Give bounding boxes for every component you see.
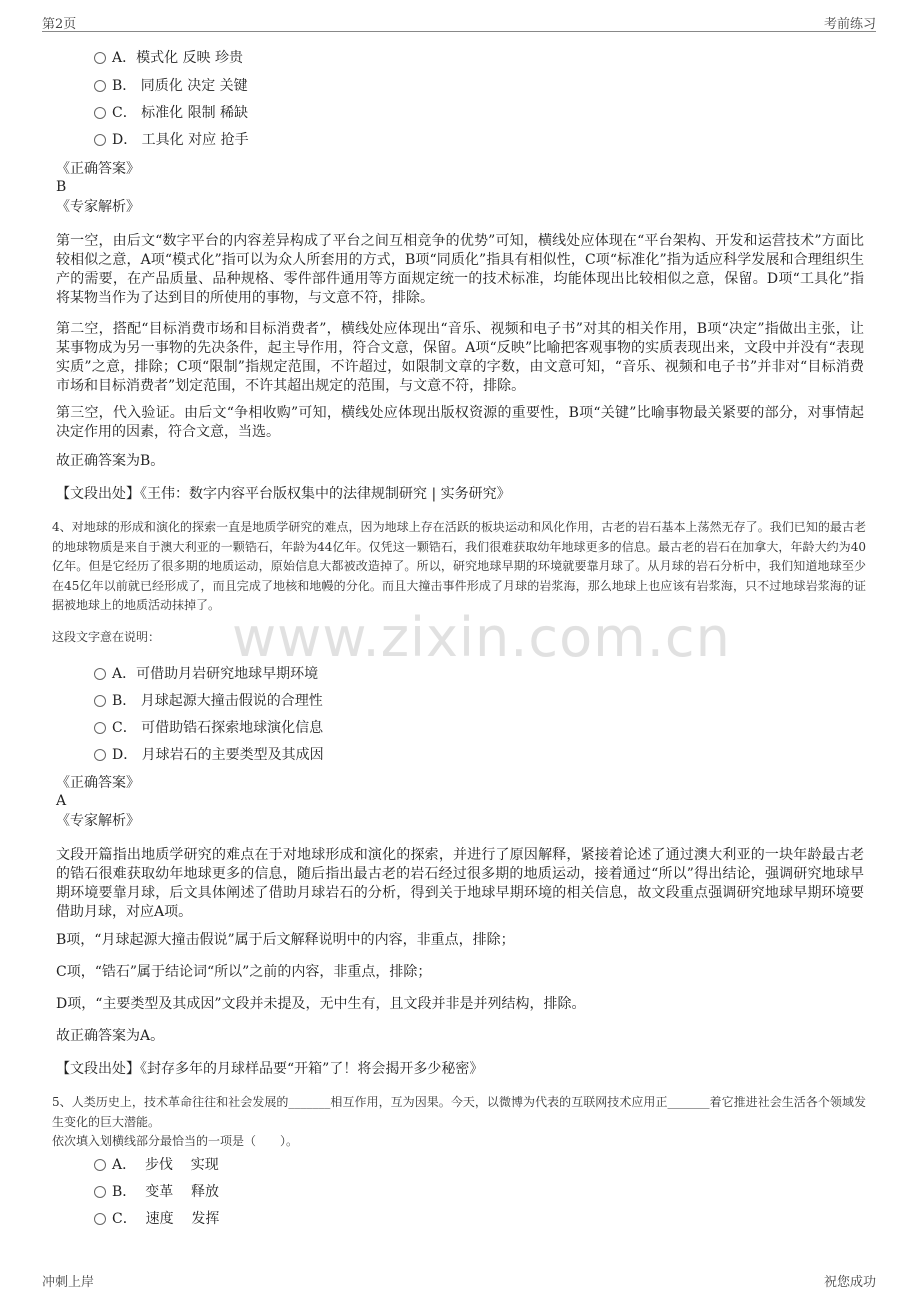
q3-option-a[interactable] <box>94 47 243 69</box>
q3-analysis-para-3: 第三空，代入验证。由后文“争相收购”可知，横线处应体现出版权资源的重要性，B项“关键”比喻事物最关紧要的部分，对事情起决定作用的因素，符合文意，当选。 <box>56 405 864 440</box>
option-label: C． 标准化 限制 稀缺 <box>112 105 249 121</box>
radio-icon[interactable] <box>94 749 106 761</box>
radio-icon[interactable] <box>94 134 106 146</box>
q4-stem: 4、对地球的形成和演化的探索一直是地质学研究的难点，因为地球上存在活跃的板块运动和风化作用，古老的岩石基本上荡然无存了。我们已知的最古老的地球物质是来自于澳大利亚的一颗锆石，年龄为44亿年。仅凭这一颗锆石，我们很难获取幼年地球更多的信息。最古老的岩石在加拿大，年龄大约为40亿年。但是它经历了很多期的地质运动，原始信息大都被改造掉了。所以，研究地球早期的环境就要靠月球了。从月球的岩石分析中，我们知道地球至少在45亿年以前就已经形成了，而且完成了地核和地幔的分化。而且大撞击事件形成了月球的岩浆海，那么地球上也应该有岩浆海，只不过地球岩浆海的证据被地球上的地质活动抹掉了。 <box>52 520 866 612</box>
radio-icon[interactable] <box>94 668 106 680</box>
q4-analysis-label: 《专家解析》 <box>56 813 140 829</box>
option-label: C． 速度 发挥 <box>112 1211 220 1227</box>
q3-analysis-para-1: 第一空，由后文“数字平台的内容差异构成了平台之间互相竞争的优势”可知，横线处应体现在“平台架构、开发和运营技术”方面比较相似之意，A项“模式化”指可以为众人所套用的方式，B项“同质化”指具有相似性，C项“标准化”指为适应科学发展和合理组织生产的需要，在产品质量、品种规格、零件部件通用等方面规定统一的技术标准，均能体现出比较相似之意，保留。D项“工具化”指将某物当作为了达到目的所使用的事物，与文意不符，排除。 <box>56 233 864 306</box>
watermark: www.zixin.com.cn <box>232 606 731 669</box>
q4-analysis-para-4: D项，“主要类型及其成因”文段并未提及，无中生有，且文段并非是并列结构，排除。 <box>56 996 586 1012</box>
q3-option-d[interactable] <box>94 129 249 151</box>
footer-left: 冲刺上岸 <box>42 1275 95 1290</box>
q5-stem: 5、人类历史上，技术革命往往和社会发展的_______相互作用，互为因果。今天，以微博为代表的互联网技术应用正_______着它推进社会生活各个领域发生变化的巨大潜能。 <box>52 1095 866 1129</box>
q4-prompt: 这段文字意在说明： <box>52 630 161 644</box>
q4-source: 【文段出处】《封存多年的月球样品要“开箱”了！将会揭开多少秘密》 <box>56 1061 484 1077</box>
radio-icon[interactable] <box>94 722 106 734</box>
radio-icon[interactable] <box>94 1159 106 1171</box>
q5-option-a[interactable] <box>94 1154 219 1176</box>
q4-answer: A <box>56 793 67 809</box>
page-number: 第2页 <box>42 17 77 32</box>
q3-answer: B <box>56 179 67 195</box>
radio-icon[interactable] <box>94 695 106 707</box>
q5-option-b[interactable] <box>94 1181 219 1203</box>
q4-option-c[interactable] <box>94 717 323 739</box>
option-label: C． 可借助锆石探索地球演化信息 <box>112 720 324 736</box>
option-label: B． 变革 释放 <box>112 1184 219 1200</box>
option-label: A． 步伐 实现 <box>112 1157 219 1173</box>
radio-icon[interactable] <box>94 80 106 92</box>
q3-analysis-label: 《专家解析》 <box>56 199 140 215</box>
header-title: 考前练习 <box>823 17 876 32</box>
option-label: A．可借助月岩研究地球早期环境 <box>112 666 319 682</box>
radio-icon[interactable] <box>94 1213 106 1225</box>
q4-answer-label: 《正确答案》 <box>56 775 140 791</box>
q3-analysis-para-2: 第二空，搭配“目标消费市场和目标消费者”，横线处应体现出“音乐、视频和电子书”对其的相关作用，B项“决定”指做出主张，让某事物成为另一事物的先决条件，起主导作用，符合文意，保留。A项“反映”比喻把客观事物的实质表现出来，文段中并没有“表现实质”之意，排除；C项“限制”指规定范围，不许超过，如限制文章的字数，由文意可知，“音乐、视频和电子书”并非对“目标消费市场和目标消费者”划定范围，不许其超出规定的范围，与文意不符，排除。 <box>56 321 864 394</box>
q3-conclusion: 故正确答案为B。 <box>56 453 165 469</box>
q4-option-a[interactable] <box>94 663 318 685</box>
option-label: D． 月球岩石的主要类型及其成因 <box>112 747 324 763</box>
radio-icon[interactable] <box>94 52 106 64</box>
q3-answer-label: 《正确答案》 <box>56 161 140 177</box>
q4-analysis-para-3: C项，“锆石”属于结论词“所以”之前的内容，非重点，排除； <box>56 964 432 980</box>
q4-option-d[interactable] <box>94 744 324 766</box>
q4-option-b[interactable] <box>94 690 323 712</box>
q3-option-c[interactable] <box>94 102 248 124</box>
option-label: B． 同质化 决定 关键 <box>112 78 248 94</box>
q4-conclusion: 故正确答案为A。 <box>56 1028 165 1044</box>
q4-analysis-para-1: 文段开篇指出地质学研究的难点在于对地球形成和演化的探索，并进行了原因解释，紧接着论述了通过澳大利亚的一块年龄最古老的锆石很难获取幼年地球更多的信息，随后指出最古老的岩石经过很多期的地质运动，接着通过“所以”得出结论，强调研究地球早期环境要靠月球，后文具体阐述了借助月球岩石的分析，得到关于地球早期环境的相关信息，故文段重点强调研究地球早期环境要借助月球，对应A项。 <box>56 847 864 920</box>
radio-icon[interactable] <box>94 107 106 119</box>
q5-prompt: 依次填入划横线部分最恰当的一项是（ ）。 <box>52 1134 299 1148</box>
option-label: A．模式化 反映 珍贵 <box>112 50 244 66</box>
q4-analysis-para-2: B项，“月球起源大撞击假说”属于后文解释说明中的内容，非重点，排除； <box>56 932 515 948</box>
footer-right: 祝您成功 <box>823 1275 876 1290</box>
q3-source: 【文段出处】《王伟：数字内容平台版权集中的法律规制研究 | 实务研究》 <box>56 486 511 502</box>
q3-option-b[interactable] <box>94 75 248 97</box>
option-label: B． 月球起源大撞击假说的合理性 <box>112 693 323 709</box>
page-header <box>42 13 876 32</box>
option-label: D． 工具化 对应 抢手 <box>112 132 249 148</box>
radio-icon[interactable] <box>94 1186 106 1198</box>
q5-option-c[interactable] <box>94 1208 219 1230</box>
